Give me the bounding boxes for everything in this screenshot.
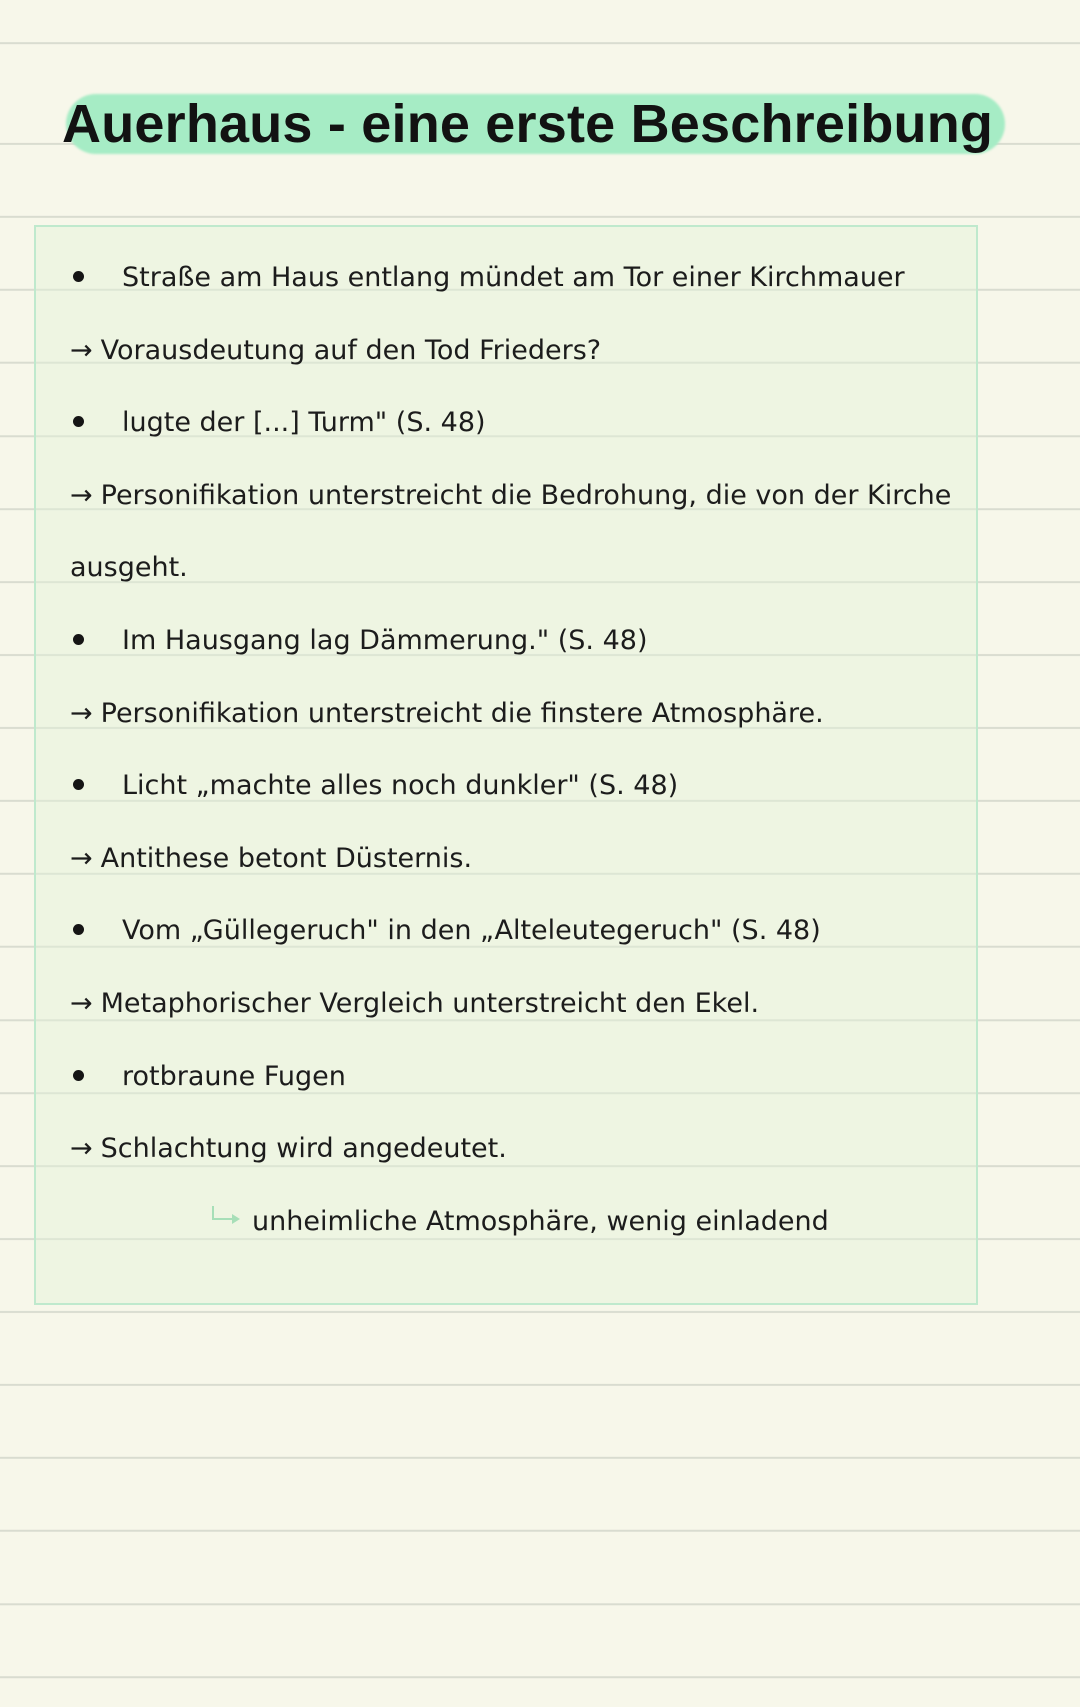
arrow-item [70, 984, 759, 1024]
title-block [62, 88, 993, 160]
bullet-icon [73, 634, 84, 645]
arrow-right-icon: → [70, 843, 93, 874]
return-arrow-icon [212, 1206, 234, 1220]
bullet-item [70, 1057, 346, 1097]
note-text: Personifikation unterstreicht die finstere Atmosphäre. [100, 698, 824, 729]
continuation-line [70, 548, 188, 588]
arrow-item [70, 839, 472, 879]
note-text: Licht „machte alles noch dunkler" (S. 48) [122, 770, 679, 801]
note-text: Im Hausgang lag Dämmerung." (S. 48) [122, 625, 648, 656]
note-text: Schlachtung wird angedeutet. [100, 1133, 507, 1164]
note-text: Metaphorischer Vergleich unterstreicht den Ekel. [100, 988, 760, 1019]
bullet-icon [73, 416, 84, 427]
bullet-item [70, 766, 678, 806]
note-text: ausgeht. [70, 552, 188, 583]
bullet-icon [73, 271, 84, 282]
arrow-right-icon: → [70, 480, 93, 511]
note-text: Personifikation unterstreicht die Bedrohung, die von der Kirche [100, 480, 952, 511]
conclusion-text: unheimliche Atmosphäre, wenig einladend [252, 1206, 829, 1237]
page-title: Auerhaus - eine erste Beschreibung [62, 94, 994, 154]
bullet-icon [73, 779, 84, 790]
arrow-right-icon: → [70, 335, 93, 366]
arrow-item [70, 476, 951, 516]
bullet-item [70, 911, 821, 951]
arrow-right-icon: → [70, 988, 93, 1019]
arrow-item [70, 331, 601, 371]
arrow-item [70, 1129, 507, 1169]
note-text: lugte der [...] Turm" (S. 48) [122, 407, 486, 438]
arrow-right-icon: → [70, 1133, 93, 1164]
note-text: Vorausdeutung auf den Tod Frieders? [100, 335, 602, 366]
note-text: rotbraune Fugen [122, 1061, 346, 1092]
arrow-item [70, 694, 824, 734]
bullet-item [70, 621, 648, 661]
arrow-right-icon: → [70, 698, 93, 729]
bullet-icon [73, 1070, 84, 1081]
note-text: Straße am Haus entlang mündet am Tor einer Kirchmauer [122, 262, 905, 293]
bullet-item [70, 258, 905, 298]
bullet-icon [73, 924, 84, 935]
note-text: Antithese betont Düsternis. [100, 843, 473, 874]
note-text: Vom „Güllegeruch" in den „Alteleutegeruch" (S. 48) [122, 915, 821, 946]
bullet-item [70, 403, 486, 443]
